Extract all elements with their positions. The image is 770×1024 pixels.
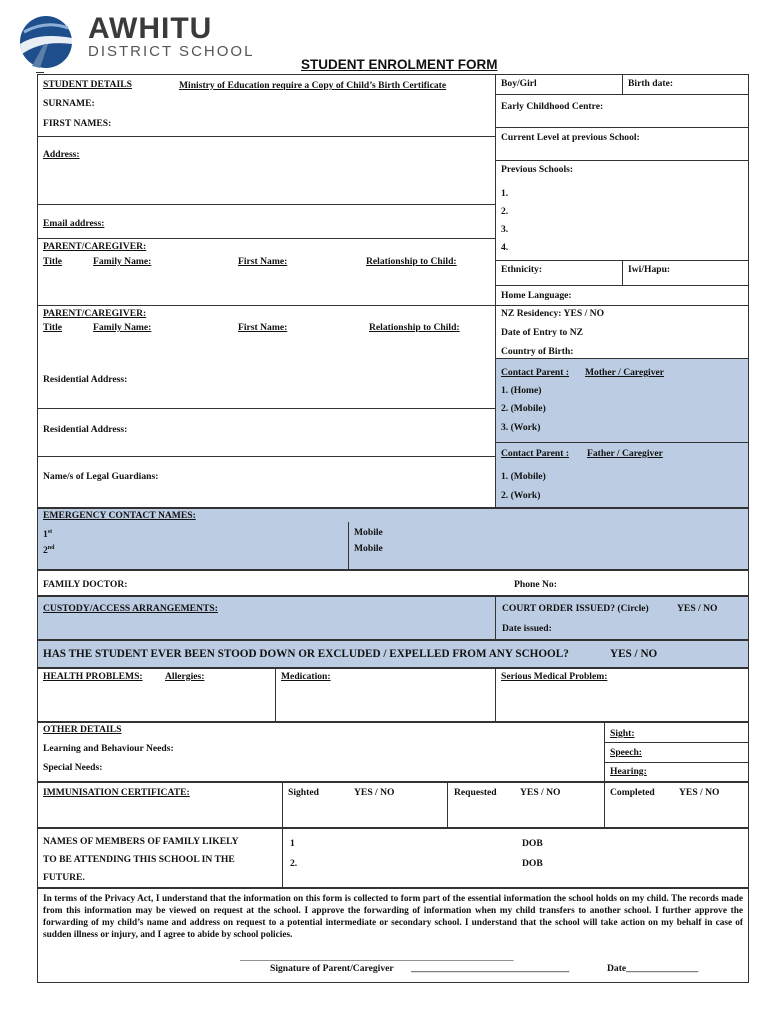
privacy-statement: In terms of the Privacy Act, I understand that the information on this form is collected to form part of the essential information the school holds on my child. The records made from this information may be viewed on request at the school. I approve the forwarding of information when my child transfers to another school. I further approve the forwarding of my child’s name and address on request to a potential intermediate or secondary school. I understand that the school will take action on my behalf in case of sudden illness or injury, and I agree to abide by school policies. [43, 894, 743, 940]
parent2-family-name: Family Name: [93, 322, 152, 333]
school-name: AWHITU [88, 12, 213, 45]
boy-girl-label: Boy/Girl [501, 78, 537, 89]
family-member-1: 1 [290, 838, 295, 849]
previous-school-2: 2. [501, 206, 509, 217]
signature-label: Signature of Parent/Caregiver [270, 963, 394, 974]
completed-label: Completed [610, 787, 655, 798]
mother-home-phone: 1. (Home) [501, 385, 542, 396]
signature-line: _________________________________________________________ [240, 952, 514, 963]
hearing-label: Hearing: [610, 766, 647, 777]
birth-date-label: Birth date: [628, 78, 674, 89]
mother-caregiver: Mother / Caregiver [585, 367, 665, 378]
parent2-label: PARENT/CAREGIVER: [43, 308, 147, 319]
completed-yesno: YES / NO [679, 787, 720, 798]
stood-down-answer: YES / NO [610, 648, 658, 660]
surname-label: SURNAME: [43, 98, 95, 109]
court-order-yesno: YES / NO [677, 603, 718, 614]
early-childhood-label: Early Childhood Centre: [501, 101, 604, 112]
previous-school-4: 4. [501, 242, 509, 253]
requested-label: Requested [454, 787, 497, 798]
contact-parent-father: Contact Parent : [501, 448, 570, 459]
emergency-heading: EMERGENCY CONTACT NAMES: [43, 510, 196, 521]
emergency-mobile-2: Mobile [354, 543, 383, 554]
school-logo [18, 14, 74, 70]
father-mobile-phone: 1. (Mobile) [501, 471, 546, 482]
parent2-first-name: First Name: [238, 322, 288, 333]
previous-school-1: 1. [501, 188, 509, 199]
current-level-label: Current Level at previous School: [501, 132, 640, 143]
iwi-label: Iwi/Hapu: [628, 264, 671, 275]
first-names-label: FIRST NAMES: [43, 118, 112, 129]
speech-label: Speech: [610, 747, 642, 758]
date-entry-label: Date of Entry to NZ [501, 327, 584, 338]
family-members-line1: NAMES OF MEMBERS OF FAMILY LIKELY [43, 836, 239, 847]
other-details-label: OTHER DETAILS [43, 724, 122, 735]
form-title: STUDENT ENROLMENT FORM [301, 57, 498, 72]
student-details-heading: STUDENT DETAILS [43, 79, 132, 90]
parent1-label: PARENT/CAREGIVER: [43, 241, 147, 252]
contact-parent-mother: Contact Parent : [501, 367, 570, 378]
parent2-title: Title [43, 322, 63, 333]
country-birth-label: Country of Birth: [501, 346, 574, 357]
previous-school-3: 3. [501, 224, 509, 235]
emergency-first: 1st [43, 529, 53, 541]
left-block [37, 74, 496, 508]
parent2-relationship: Relationship to Child: [369, 322, 460, 333]
health-problems-label: HEALTH PROBLEMS: [43, 671, 143, 682]
requested-yesno: YES / NO [520, 787, 561, 798]
parent1-title: Title [43, 256, 63, 267]
father-caregiver: Father / Caregiver [587, 448, 663, 459]
signature-blank: _________________________________ [411, 963, 570, 974]
legal-guardians-label: Name/s of Legal Guardians: [43, 471, 159, 482]
family-members-line2: TO BE ATTENDING THIS SCHOOL IN THE [43, 854, 235, 865]
family-doctor-label: FAMILY DOCTOR: [43, 579, 128, 590]
parent1-family-name: Family Name: [93, 256, 152, 267]
stood-down-question: HAS THE STUDENT EVER BEEN STOOD DOWN OR EXCLUDED / EXPELLED FROM ANY SCHOOL? [43, 648, 569, 660]
allergies-label: Allergies: [165, 671, 205, 682]
ministry-note: Ministry of Education require a Copy of Child’s Birth Certificate [179, 80, 447, 91]
home-language-label: Home Language: [501, 290, 572, 301]
parent1-first-name: First Name: [238, 256, 288, 267]
sight-label: Sight: [610, 728, 635, 739]
mother-mobile-phone: 2. (Mobile) [501, 403, 546, 414]
phone-label: Phone No: [514, 579, 557, 590]
parent1-relationship: Relationship to Child: [366, 256, 457, 267]
family-member-2: 2. [290, 858, 298, 869]
father-work-phone: 2. (Work) [501, 490, 541, 501]
date-field: Date_______________ [607, 963, 699, 974]
address-label: Address: [43, 149, 80, 160]
mother-work-phone: 3. (Work) [501, 422, 541, 433]
serious-medical-label: Serious Medical Problem: [501, 671, 608, 682]
sighted-label: Sighted [288, 787, 319, 798]
residential-address-1: Residential Address: [43, 374, 128, 385]
previous-schools-label: Previous Schools: [501, 164, 574, 175]
school-subtitle: DISTRICT SCHOOL [88, 43, 255, 60]
medication-label: Medication: [281, 671, 331, 682]
emergency-mobile-1: Mobile [354, 527, 383, 538]
immunisation-label: IMMUNISATION CERTIFICATE: [43, 787, 190, 798]
sighted-yesno: YES / NO [354, 787, 395, 798]
ethnicity-label: Ethnicity: [501, 264, 543, 275]
family-members-line3: FUTURE. [43, 872, 85, 883]
court-order-label: COURT ORDER ISSUED? (Circle) [502, 603, 649, 614]
nz-residency-label: NZ Residency: YES / NO [501, 308, 605, 319]
special-needs-label: Special Needs: [43, 762, 103, 773]
family-dob-2: DOB [522, 858, 543, 869]
date-issued-label: Date issued: [502, 623, 552, 634]
custody-label: CUSTODY/ACCESS ARRANGEMENTS: [43, 603, 218, 614]
email-label: Email address: [43, 218, 105, 229]
learning-needs-label: Learning and Behaviour Needs: [43, 743, 174, 754]
family-dob-1: DOB [522, 838, 543, 849]
residential-address-2: Residential Address: [43, 424, 128, 435]
emergency-second: 2nd [43, 545, 55, 557]
